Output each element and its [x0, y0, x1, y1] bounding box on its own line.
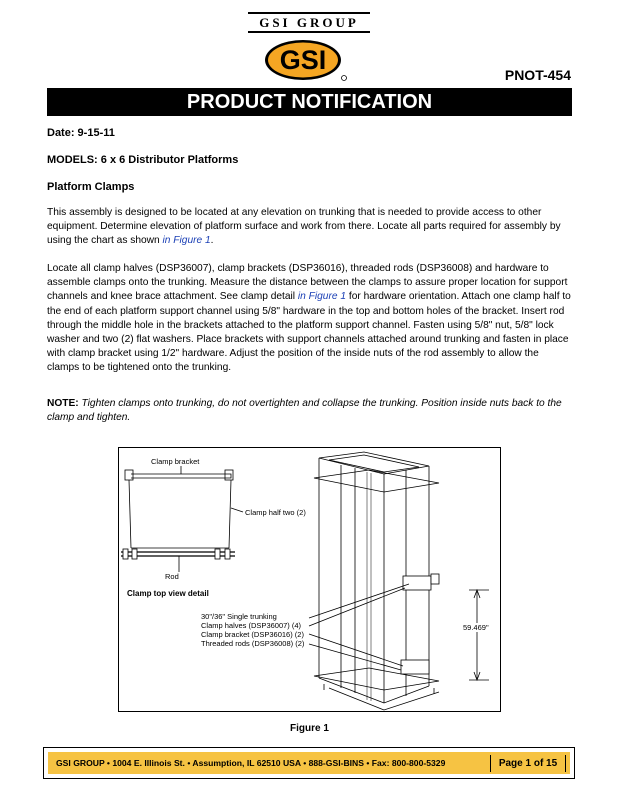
note-label: NOTE: — [47, 398, 79, 409]
logo-text: GSI — [279, 45, 327, 75]
instructions-text-continued: for hardware orientation. Attach one clamp half to the end of each platform support channel using 5/8" hardware in the top and bottom holes of the bracket. Insert rod through the middle hole in the brackets attached to the platform support channel. Fasten using 5/8" nut, 5/8" lock washer and two (2) flat washers. Place brackets with support channels attached around trunking and fasten in place with clamp bracket using 1/2" hardware. Adjust the position of the inside nuts of the rod assembly to allow the clamps to be tightened onto the trunking. — [47, 291, 571, 374]
dimension-label: 59.469" — [463, 623, 489, 632]
note-text: Tighten clamps onto trunking, do not overtighten and collapse the trunking. Position inside nuts back to the clamp and tighten. — [47, 398, 562, 424]
intro-paragraph — [47, 206, 572, 249]
parts-line-4: Threaded rods (DSP36008) (2) — [201, 639, 305, 648]
intro-end: . — [210, 235, 214, 247]
footer — [43, 747, 575, 779]
instructions-paragraph — [47, 262, 572, 376]
parts-line-1: 30"/36" Single trunking — [201, 612, 277, 621]
detail-title: Clamp top view detail — [127, 589, 209, 598]
figure-1 — [118, 447, 501, 712]
footer-address: GSI GROUP • 1004 E. Illinois St. • Assumption, IL 62510 USA • 888-GSI-BINS • Fax: 800-800-5329 — [56, 758, 446, 768]
rod-label: Rod — [165, 572, 179, 581]
document-id: PNOT-454 — [504, 67, 571, 83]
figure-reference-link[interactable]: in Figure 1 — [297, 291, 347, 303]
parts-line-2: Clamp halves (DSP36007) (4) — [201, 621, 302, 630]
footer-band — [48, 752, 570, 774]
figure-caption: Figure 1 — [290, 723, 329, 734]
clamp-bracket-label: Clamp bracket — [151, 457, 200, 466]
date-line: Date: 9-15-11 — [47, 127, 115, 139]
gsi-logo — [262, 38, 348, 82]
brand-name: GSI GROUP — [248, 12, 370, 33]
instructions-text: Locate all clamp halves (DSP36007), clamp brackets (DSP36016), threaded rods (DSP36008) and hardware to assemble clamps onto the trunking. Measure the distance between the clamps to assure proper location for support channels and knee brace attachment. See clamp detail — [47, 263, 568, 303]
intro-text: This assembly is designed to be located at any elevation on trunking that is needed to provide access to other equipment. Determine elevation of platform surface and work from there. Locate all parts required for assembly by using the chart as shown — [47, 207, 561, 247]
figure-reference-link[interactable]: in Figure 1 — [162, 235, 211, 247]
page-title: PRODUCT NOTIFICATION — [47, 88, 572, 116]
page-number: Page 1 of 15 — [490, 755, 566, 772]
models-line: MODELS: 6 x 6 Distributor Platforms — [47, 154, 239, 166]
clamp-half-label: Clamp half two (2) — [245, 508, 306, 517]
note-paragraph — [47, 397, 572, 425]
section-heading: Platform Clamps — [47, 181, 135, 193]
parts-line-3: Clamp bracket (DSP36016) (2) — [201, 630, 304, 639]
